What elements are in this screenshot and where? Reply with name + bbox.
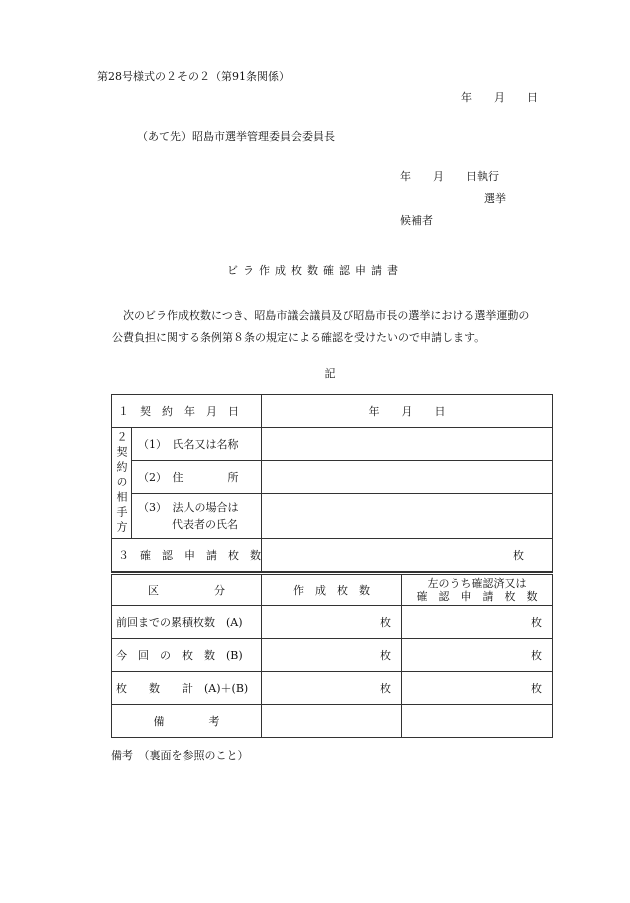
remarks-field-1[interactable] — [262, 705, 402, 738]
requested-count-unit: 枚 — [513, 549, 524, 562]
cumulative-confirmed-field[interactable]: 枚 — [402, 606, 553, 639]
contractor-name-row — [112, 428, 553, 461]
candidate-label: 候補者 — [400, 214, 433, 227]
representative-field[interactable] — [262, 494, 553, 539]
contractor-name-field[interactable] — [262, 428, 553, 461]
form-number: 第28号様式の２その２（第91条関係） — [97, 70, 290, 83]
header-confirmed-line1: 左のうち確認済又は — [427, 577, 527, 590]
representative-label — [132, 494, 262, 539]
election-execution-date: 年 月 日執行 — [400, 170, 499, 183]
count-table-header — [112, 574, 553, 606]
count-table — [111, 572, 553, 738]
ki-heading: 記 — [324, 367, 336, 380]
row-label-total: 枚 数 計 (A)＋(B) — [112, 672, 262, 705]
contractor-address-label: （2） 住 所 — [132, 461, 262, 494]
table-row — [112, 639, 553, 672]
contractor-name-label: （1） 氏名又は名称 — [132, 428, 262, 461]
remarks-field-2[interactable] — [402, 705, 553, 738]
representative-label-line2: 代表者の氏名 — [172, 518, 238, 531]
contractor-address-field[interactable] — [262, 461, 553, 494]
election-name: 選挙 — [484, 192, 506, 205]
cumulative-created-field[interactable]: 枚 — [262, 606, 402, 639]
contract-date-field[interactable]: 年 月 日 — [262, 395, 553, 428]
header-confirmed-line2: 確 認 申 請 枚 数 — [416, 590, 538, 603]
requested-count-label: ３ 確 認 申 請 枚 数 — [112, 539, 262, 572]
row-label-cumulative: 前回までの累積枚数 (A) — [112, 606, 262, 639]
total-confirmed-field[interactable]: 枚 — [402, 672, 553, 705]
header-category: 区 分 — [112, 574, 262, 606]
current-created-field[interactable]: 枚 — [262, 639, 402, 672]
table-row — [112, 672, 553, 705]
contract-date-label: １ 契 約 年 月 日 — [112, 395, 262, 428]
current-confirmed-field[interactable]: 枚 — [402, 639, 553, 672]
submission-date: 年 月 日 — [461, 91, 538, 104]
document-title: ビラ作成枚数確認申請書 — [227, 264, 403, 277]
representative-label-line1: （3） 法人の場合は — [138, 501, 239, 514]
footnote: 備考 （裏面を参照のこと） — [111, 749, 249, 762]
header-confirmed-count — [402, 574, 553, 606]
representative-row — [112, 494, 553, 539]
remarks-label: 備 考 — [112, 705, 262, 738]
row-label-current: 今 回 の 枚 数 (B) — [112, 639, 262, 672]
table-row — [112, 606, 553, 639]
header-created-count: 作 成 枚 数 — [262, 574, 402, 606]
total-created-field[interactable]: 枚 — [262, 672, 402, 705]
contract-date-row — [112, 395, 553, 428]
request-statement: 次のビラ作成枚数につき、昭島市議会議員及び昭島市長の選挙における選挙運動の公費負担に関する条例第８条の規定による確認を受けたいので申請します。 — [112, 309, 530, 344]
contract-party-label: ２契約の相手方 — [115, 430, 128, 536]
addressee: （あて先）昭島市選挙管理委員会委員長 — [137, 130, 335, 143]
contract-table — [111, 394, 553, 572]
contract-party-label-cell — [112, 428, 132, 539]
requested-count-field[interactable] — [262, 539, 553, 572]
requested-count-row — [112, 539, 553, 572]
contractor-address-row — [112, 461, 553, 494]
remarks-row — [112, 705, 553, 738]
